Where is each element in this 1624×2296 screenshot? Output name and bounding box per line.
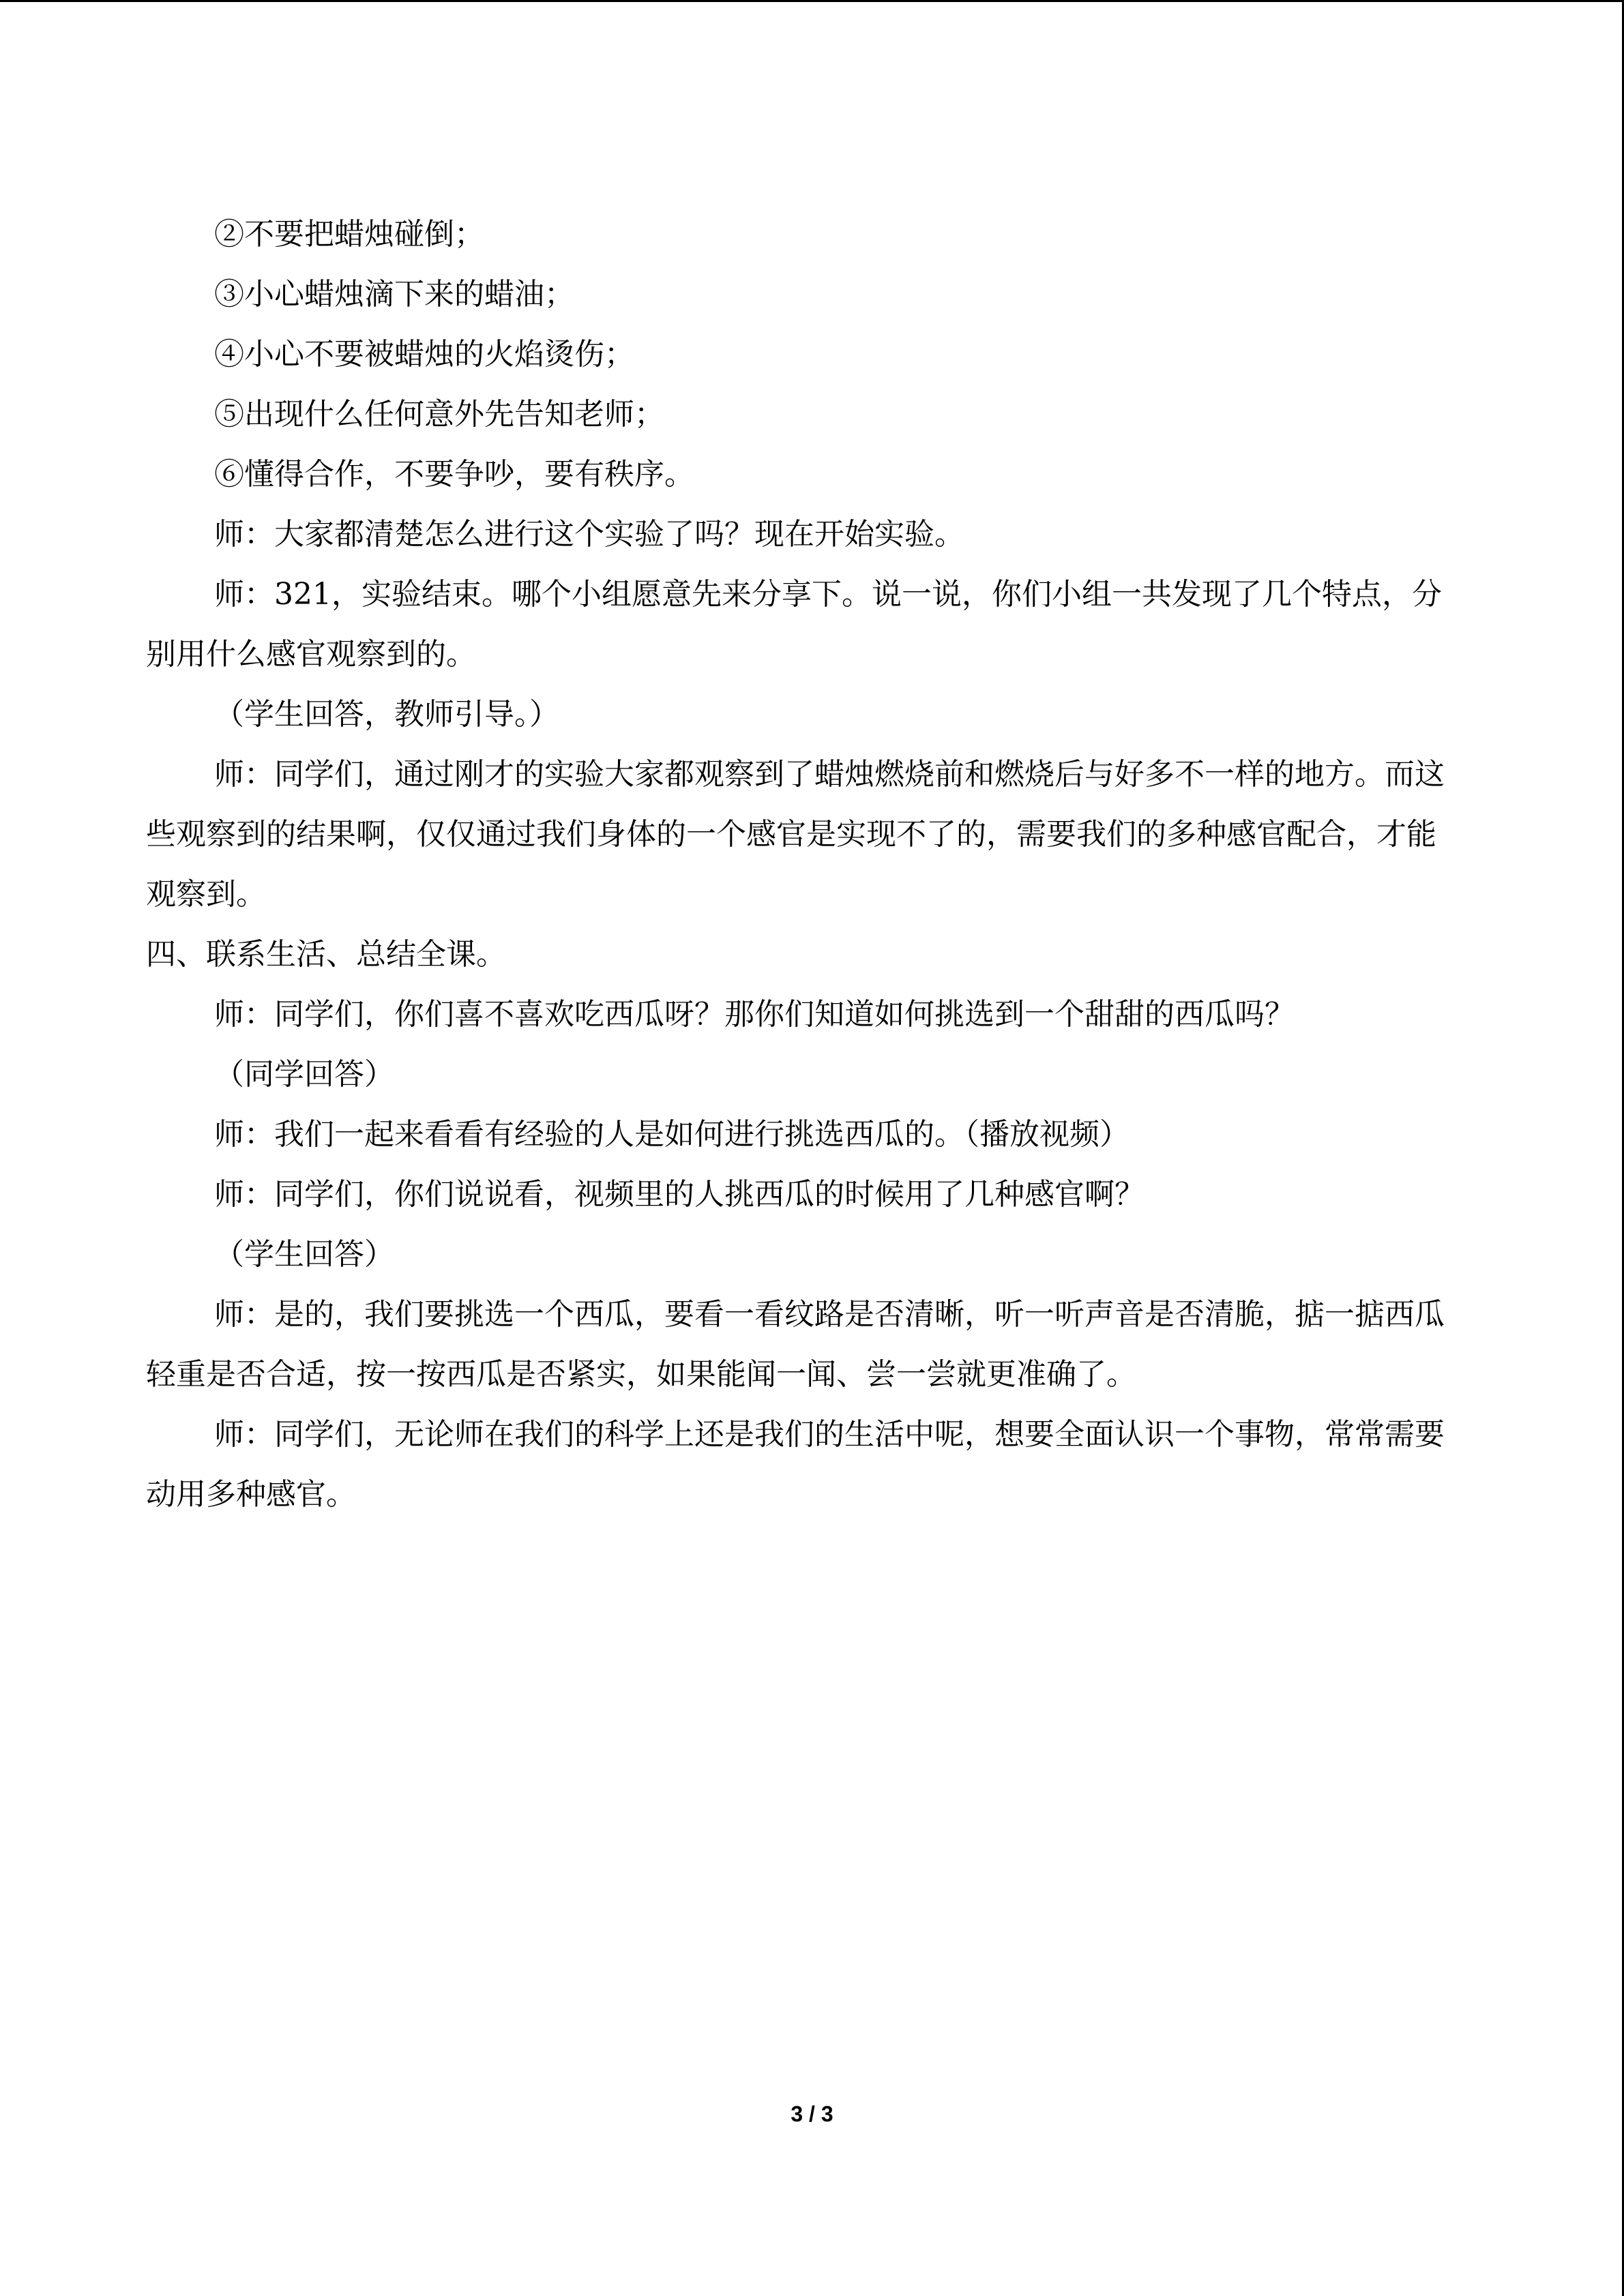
paragraph-conclusion: 师：同学们，无论师在我们的科学上还是我们的生活中呢，想要全面认识一个事物，常常需要动用多种感官。: [146, 1417, 1445, 1512]
paragraph-rule-2: ②不要把蜡烛碰倒；: [214, 217, 484, 252]
page-number: 3 / 3: [791, 2102, 833, 2126]
page-border-top: [0, 0, 1624, 2]
section-heading-four: 四、联系生活、总结全课。: [146, 937, 506, 972]
paragraph-rule-5: ⑤出现什么任何意外先告知老师；: [214, 397, 664, 432]
paragraph-watermelon-question: 师：同学们，你们喜不喜欢吃西瓜呀？那你们知道如何挑选到一个甜甜的西瓜吗？: [214, 997, 1295, 1032]
paragraph-classmate-answer: （同学回答）: [214, 1057, 394, 1092]
paragraph-play-video: 师：我们一起来看看有经验的人是如何进行挑选西瓜的。（播放视频）: [214, 1117, 1130, 1152]
paragraph-observation-summary: 师：同学们，通过刚才的实验大家都观察到了蜡烛燃烧前和燃烧后与好多不一样的地方。而这些观察到的结果啊，仅仅通过我们身体的一个感官是实现不了的，需要我们的多种感官配合，才能观察到。: [146, 757, 1445, 912]
paragraph-rule-3: ③小心蜡烛滴下来的蜡油；: [214, 277, 574, 312]
paragraph-experiment-end: 师：321，实验结束。哪个小组愿意先来分享下。说一说，你们小组一共发现了几个特点，分别用什么感官观察到的。: [146, 577, 1442, 672]
paragraph-rule-6: ⑥懂得合作，不要争吵，要有秩序。: [214, 457, 694, 492]
paragraph-choose-watermelon: 师：是的，我们要挑选一个西瓜，要看一看纹路是否清晰，听一听声音是否清脆，掂一掂西瓜轻重是否合适，按一按西瓜是否紧实，如果能闻一闻、尝一尝就更准确了。: [146, 1297, 1445, 1392]
paragraph-student-answer: （学生回答，教师引导。）: [214, 697, 559, 732]
document-body: [146, 205, 1462, 1525]
paragraph-video-question: 师：同学们，你们说说看，视频里的人挑西瓜的时候用了几种感官啊？: [214, 1177, 1145, 1212]
paragraph-rule-4: ④小心不要被蜡烛的火焰烫伤；: [214, 337, 634, 372]
paragraph-student-answer-2: （学生回答）: [214, 1237, 394, 1272]
paragraph-start-experiment: 师：大家都清楚怎么进行这个实验了吗？现在开始实验。: [214, 517, 964, 552]
